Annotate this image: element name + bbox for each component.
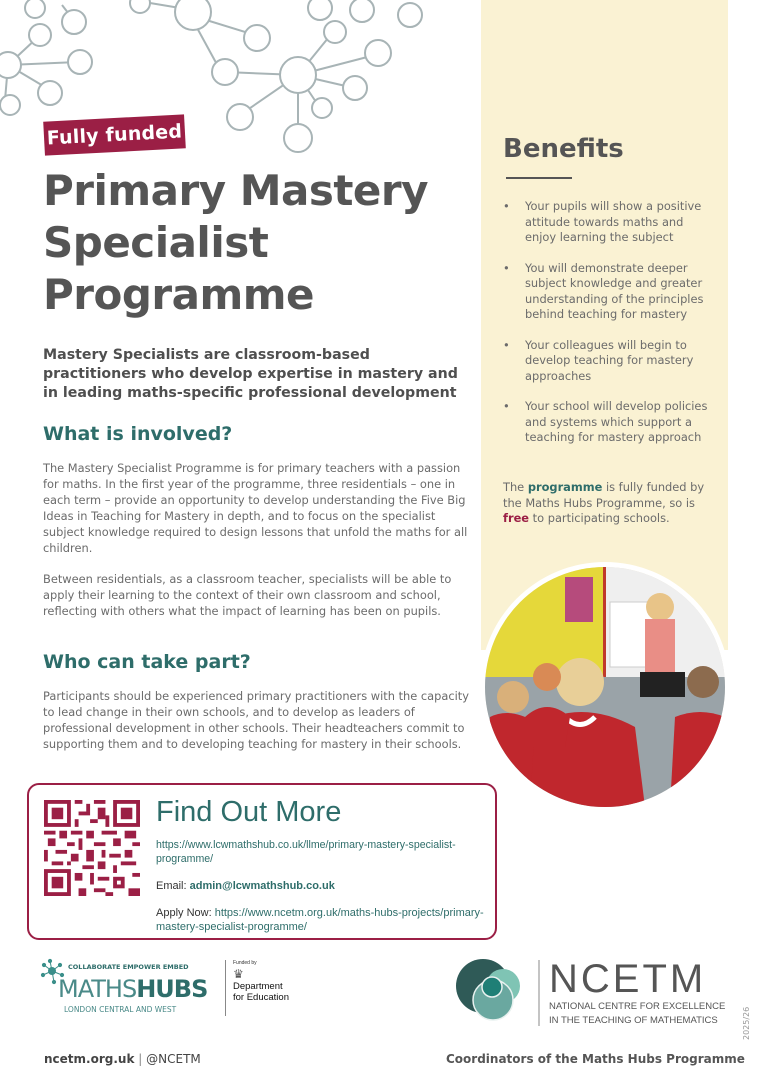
- classroom-photo: [485, 567, 725, 807]
- bullet-icon: •: [503, 337, 510, 352]
- bullet-icon: •: [503, 399, 510, 413]
- ncetm-logo: [445, 950, 735, 1030]
- who-can-take-part-heading: Who can take part?: [43, 651, 251, 673]
- what-is-involved-paragraph-1: The Mastery Specialist Programme is for primary teachers with a passion for maths. In the first year of the programme, three residentials – one in each term – provide an opportunity to develop understanding the Five Big Ideas in Teaching for Mastery in depth, and to focus on the specialist subject knowledge required to design lessons that unfold the maths for all children.: [43, 461, 468, 555]
- fully-funded-badge: Fully funded: [43, 114, 186, 155]
- title-line-1: Primary Mastery: [43, 166, 428, 215]
- email-line: Email: admin@lcwmathshub.co.uk: [156, 880, 335, 892]
- lead-paragraph: Mastery Specialists are classroom-based practitioners who develop expertise in mastery and in leading maths-specific professional development: [43, 347, 458, 401]
- crest-icon: ♛: [233, 967, 244, 981]
- footer-contact: ncetm.org.uk | @NCETM: [44, 1052, 201, 1066]
- mathshubs-name-a: MATHS: [58, 975, 137, 1003]
- benefits-list: [503, 199, 718, 461]
- mathshubs-region: LONDON CENTRAL AND WEST: [64, 1005, 177, 1014]
- bullet-icon: •: [503, 199, 510, 213]
- mathshubs-tagline: COLLABORATE EMPOWER EMBED: [68, 963, 189, 971]
- qr-code[interactable]: [44, 800, 140, 896]
- find-out-more-title: Find Out More: [156, 796, 342, 828]
- benefit-item: • Your school will develop policies and systems which support a teaching for mastery approach: [503, 399, 708, 444]
- ncetm-line-1: NATIONAL CENTRE FOR EXCELLENCE: [549, 1001, 726, 1012]
- benefits-divider: [506, 177, 572, 179]
- footer-handle[interactable]: @NCETM: [146, 1052, 201, 1066]
- benefits-heading: Benefits: [503, 134, 624, 164]
- benefit-item: • You will demonstrate deeper subject knowledge and greater understanding of the principles behind teaching for mastery: [503, 260, 704, 321]
- mathshubs-name-b: HUBS: [136, 975, 208, 1003]
- footer-coordinators: Coordinators of the Maths Hubs Programme: [446, 1052, 745, 1066]
- svg-text:MATHSHUBS: [58, 975, 207, 1003]
- benefit-item: • Your colleagues will begin to develop teaching for mastery approaches: [503, 337, 694, 383]
- email-link[interactable]: admin@lcwmathshub.co.uk: [189, 880, 335, 892]
- funded-by-label: Funded by: [233, 960, 257, 966]
- title-line-3: Programme: [43, 270, 314, 319]
- benefit-item: • Your pupils will show a positive attitude towards maths and enjoy learning the subject: [503, 199, 702, 244]
- edition-year: 2025/26: [742, 1006, 751, 1040]
- free-highlight: free: [503, 511, 530, 525]
- programme-highlight: programme: [527, 480, 603, 494]
- footer-site-link[interactable]: ncetm.org.uk: [44, 1052, 135, 1066]
- dfe-line-1: Department: [233, 981, 283, 992]
- who-can-take-part-paragraph: Participants should be experienced primary practitioners with the capacity to lead change in their own schools, and to develop as leaders of professional development in other schools. Their headteachers commit to supporting them and to developing teaching for mastery in their schools.: [43, 689, 469, 751]
- bullet-icon: •: [503, 260, 510, 275]
- hub-programme-link[interactable]: https://www.lcwmathshub.co.uk/llme/primary-mastery-specialist-programme/: [156, 839, 456, 865]
- apply-now-link[interactable]: https://www.ncetm.org.uk/maths-hubs-projects/primary-mastery-specialist-programme/: [156, 907, 484, 933]
- apply-line: Apply Now: https://www.ncetm.org.uk/maths-hubs-projects/primary-mastery-specialist-programme/: [156, 907, 484, 933]
- dfe-logo: [225, 960, 313, 1016]
- what-is-involved-paragraph-2: Between residentials, as a classroom teacher, specialists will be able to apply their learning to the context of their own classroom and school, reflecting with others what the impact of learning has been on pupils.: [43, 572, 452, 618]
- ncetm-name: NCETM: [549, 957, 707, 1001]
- what-is-involved-heading: What is involved?: [43, 423, 233, 445]
- maths-hubs-logo: [40, 957, 220, 1019]
- funding-statement: The programme is fully funded by the Maths Hubs Programme, so is free to participating schools.: [503, 480, 705, 525]
- ncetm-line-2: IN THE TEACHING OF MATHEMATICS: [549, 1015, 718, 1026]
- page-title: [43, 165, 463, 321]
- dfe-line-2: for Education: [233, 992, 289, 1003]
- title-line-2: Specialist: [43, 218, 269, 267]
